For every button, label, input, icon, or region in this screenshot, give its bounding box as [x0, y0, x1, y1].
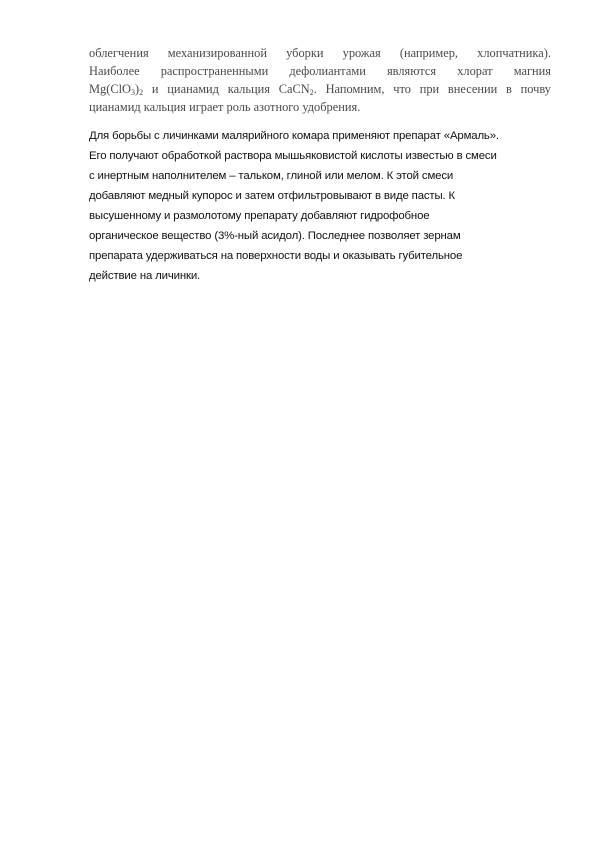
text-line: облегчения механизированной уборки урожая (например, хлопчатника). [89, 46, 551, 60]
text-line: действие на личинки. [89, 270, 201, 282]
text-line: с инертным наполнителем – тальком, глиной или мелом. К этой смеси [89, 170, 454, 182]
paragraph-defoliants [89, 44, 551, 116]
subscript: 2 [309, 88, 314, 97]
text-line: высушенному и размолотому препарату добавляют гидрофобное [89, 210, 430, 222]
subscript: 3 [131, 88, 135, 97]
text-line: добавляют медный купорос и затем отфильтровывают в виде пасты. К [89, 190, 456, 202]
formula-text: ) [135, 82, 140, 96]
text-line: препарата удерживаться на поверхности воды и оказывать губительное [89, 250, 463, 262]
text-line: Для борьбы с личинками малярийного комара применяют препарат «Армаль». [89, 130, 499, 142]
formula-text: Mg(ClO [89, 82, 131, 96]
text-line-formulas [89, 80, 551, 98]
text-line: цианамид кальция играет роль азотного удобрения. [89, 100, 361, 114]
formula-text: и цианамид кальция CaCN [143, 82, 310, 96]
text-line: органическое вещество (3%-ный асидол). Последнее позволяет зернам [89, 230, 461, 242]
formula-text: . Напомним, что при внесении в почву [313, 82, 551, 96]
text-line: Наиболее распространенными дефолиантами являются хлорат магния [89, 64, 551, 78]
text-line: Его получают обработкой раствора мышьяковистой кислоты известью в смеси [89, 150, 497, 162]
paragraph-armal [89, 126, 559, 286]
subscript: 2 [139, 88, 144, 97]
